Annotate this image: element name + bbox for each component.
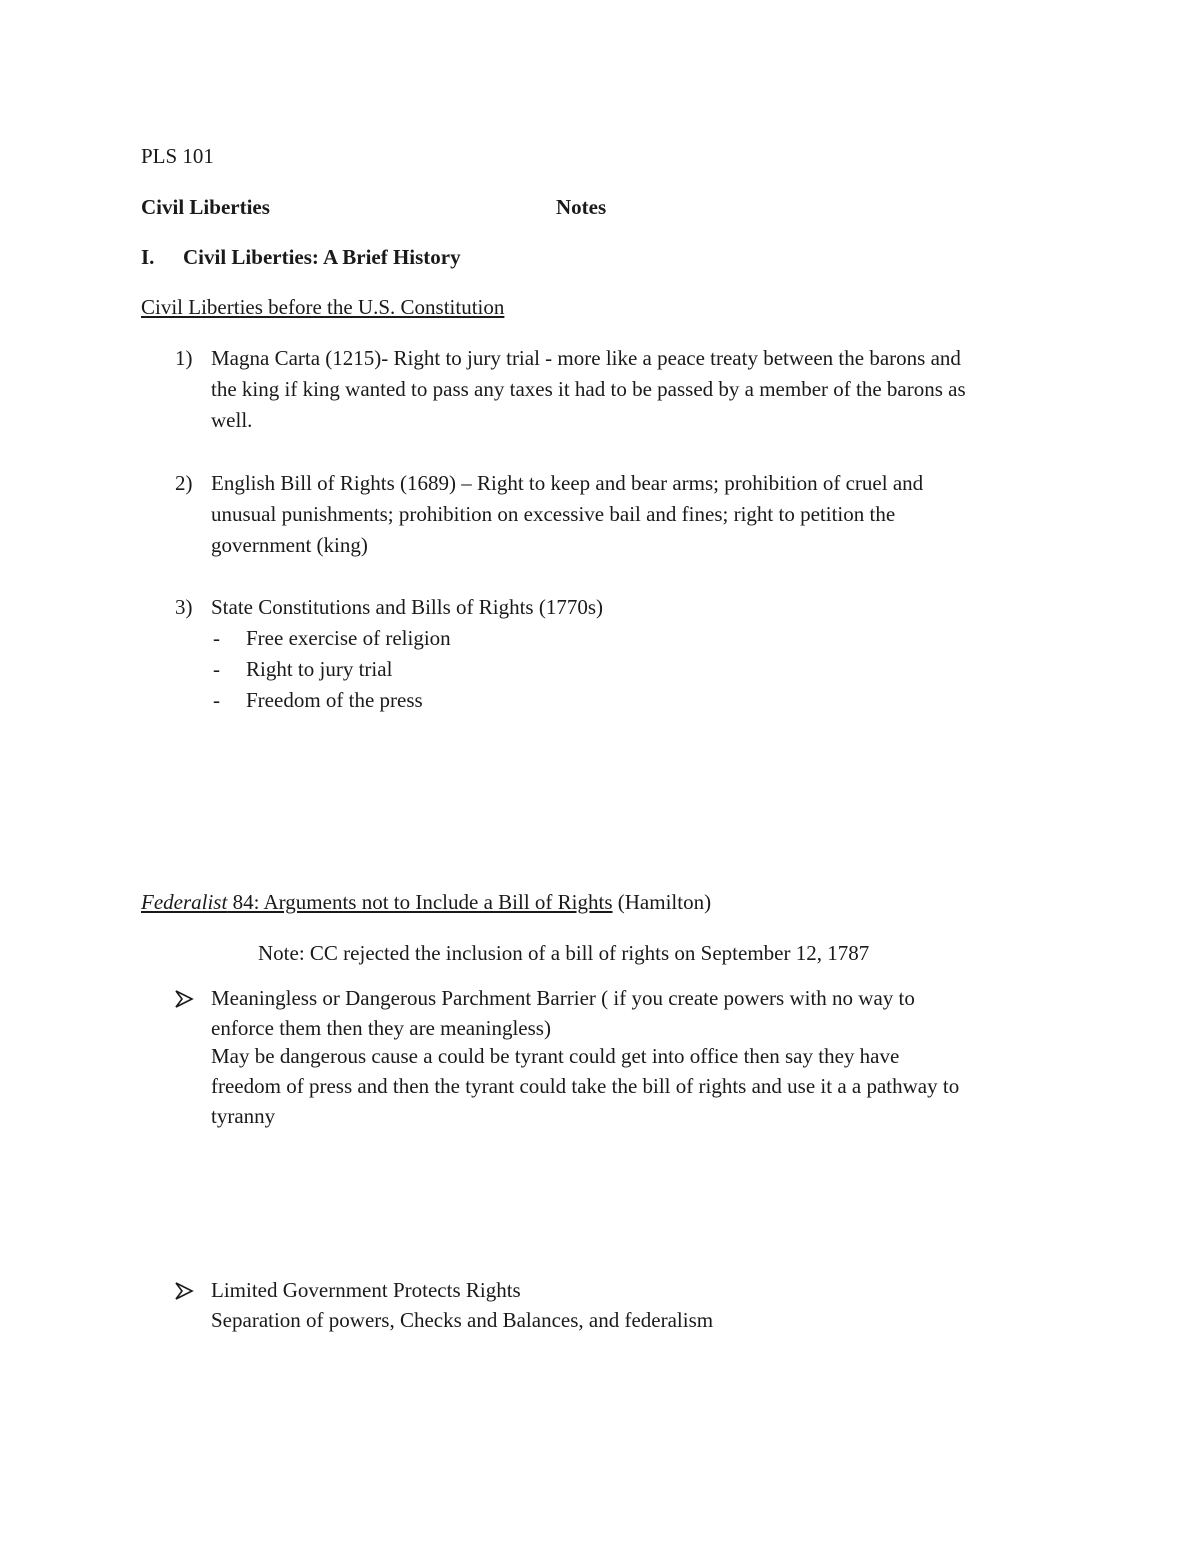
bullet-line: Limited Government Protects Rights xyxy=(211,1278,521,1302)
sub-list-item: Free exercise of religion xyxy=(246,626,451,650)
list-item-number: 3) xyxy=(175,595,193,619)
section-heading: Civil Liberties: A Brief History xyxy=(183,245,461,269)
federalist-title-italic: Federalist xyxy=(141,890,228,914)
list-item-number: 2) xyxy=(175,471,193,495)
list-item-line: English Bill of Rights (1689) – Right to keep and bear arms; prohibition of cruel and xyxy=(211,471,924,495)
bullet-line: Meaningless or Dangerous Parchment Barrier ( if you create powers with no way to xyxy=(211,986,915,1010)
document-label: Notes xyxy=(556,195,607,219)
federalist-title: 84: Arguments not to Include a Bill of Rights xyxy=(227,890,613,914)
bullet-line: May be dangerous cause a could be tyrant could get into office then say they have xyxy=(211,1044,900,1068)
sub-list-dash: - xyxy=(213,626,220,650)
note-text: Note: CC rejected the inclusion of a bill of rights on September 12, 1787 xyxy=(258,941,870,965)
list-item-line: Magna Carta (1215)- Right to jury trial - more like a peace treaty between the barons and xyxy=(211,346,961,370)
bullet-line: freedom of press and then the tyrant could take the bill of rights and use it a a pathway to xyxy=(211,1074,960,1098)
list-item-number: 1) xyxy=(175,346,193,370)
list-item-line: unusual punishments; prohibition on excessive bail and fines; right to petition the xyxy=(211,502,896,526)
section-number: I. xyxy=(141,245,155,269)
document-title: Civil Liberties xyxy=(141,195,270,219)
bullet-line: enforce them then they are meaningless) xyxy=(211,1016,551,1040)
course-code: PLS 101 xyxy=(141,144,214,168)
list-item-line: the king if king wanted to pass any taxes it had to be passed by a member of the barons as xyxy=(211,377,966,401)
federalist-heading xyxy=(141,892,711,913)
sub-list-item: Freedom of the press xyxy=(246,688,423,712)
bullet-line: Separation of powers, Checks and Balances, and federalism xyxy=(211,1308,714,1332)
list-item-line: government (king) xyxy=(211,533,368,557)
subsection-heading: Civil Liberties before the U.S. Constitution xyxy=(141,295,505,319)
bullet-line: tyranny xyxy=(211,1104,276,1128)
list-item-line: State Constitutions and Bills of Rights (1770s) xyxy=(211,595,604,619)
arrowhead-bullet-icon xyxy=(174,1281,194,1301)
sub-list-dash: - xyxy=(213,688,220,712)
sub-list-item: Right to jury trial xyxy=(246,657,393,681)
arrowhead-bullet-icon xyxy=(174,989,194,1009)
sub-list-dash: - xyxy=(213,657,220,681)
federalist-author: (Hamilton) xyxy=(612,890,712,914)
list-item-line: well. xyxy=(211,408,253,432)
